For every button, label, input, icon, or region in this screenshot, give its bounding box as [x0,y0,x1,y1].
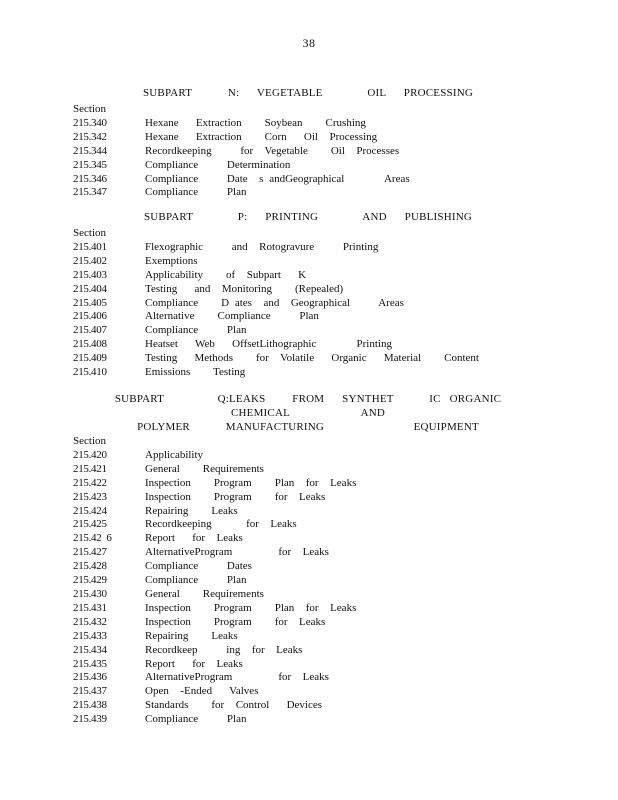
section-number: 215.439 [73,713,107,726]
subpart-heading: SUBPART Q:LEAKS FROM SYNTHET IC ORGANIC CHEMICAL AND [114,393,555,419]
section-number: 215.429 [73,574,107,587]
section-number: 215.407 [73,324,107,337]
section-number: 215.404 [73,282,107,295]
section-title: Applicability of Subpart K [145,268,307,281]
section-number: 215.345 [73,158,107,171]
section-title: Heatset Web OffsetLithographic Printing [145,338,392,351]
section-entry [73,505,543,519]
section-entry [73,283,543,297]
section-number: 215.430 [73,587,107,600]
section-title: Emissions Testing [145,366,246,379]
section-title: Inspection Program for Leaks [145,615,326,628]
section-entry [73,518,543,532]
section-entry [73,269,543,283]
section-number: 215.409 [73,352,107,365]
section-title: AlternativeProgram for Leaks [145,671,329,684]
section-number: 215.435 [73,657,107,670]
section-number: 215.344 [73,144,107,157]
section-number: 215.405 [73,296,107,309]
section-title: Compliance Dates [145,560,252,573]
subpart-heading: SUBPART N: VEGETABLE OIL PROCESSING [142,87,474,99]
section-title: Repairing Leaks [145,504,238,517]
section-entry [73,366,543,380]
section-entry [73,644,543,658]
section-number: 215.401 [73,240,107,253]
section-title: Compliance Date s andGeographical Areas [145,172,410,185]
section-entry [73,491,543,505]
subpart-n-block [73,86,543,200]
section-entry [73,463,543,477]
section-entry [73,255,543,269]
section-title: Open -Ended Valves [145,685,259,698]
section-title: Hexane Extraction Corn Oil Processing [145,130,378,143]
section-number: 215.438 [73,699,107,712]
section-number: 215.406 [73,310,107,323]
section-number: 215.420 [73,448,107,461]
section-number: 215.346 [73,172,107,185]
section-title: Recordkeeping for Vegetable Oil Processes [145,144,400,157]
section-entry [73,173,543,187]
page-number: 38 [302,36,316,50]
section-number: 215.347 [73,186,107,199]
section-entry [73,532,543,546]
section-number: 215.342 [73,130,107,143]
section-column-label: Section [73,227,106,239]
section-title: Standards for Control Devices [145,699,322,712]
section-number: 215.422 [73,476,107,489]
section-title: Compliance Plan [145,574,247,587]
section-number: 215.421 [73,462,107,475]
section-title: Applicability [145,448,204,461]
section-entry [73,310,543,324]
section-title: General Requirements [145,462,264,475]
section-entry [73,588,543,602]
section-entry [73,324,543,338]
section-number: 215.402 [73,254,107,267]
subpart-q-block [73,392,555,727]
section-number: 215.436 [73,671,107,684]
section-number: 215.427 [73,546,107,559]
section-title: Report for Leaks [145,532,243,545]
section-number: 215.403 [73,268,107,281]
section-entry [73,297,543,311]
section-entry [73,449,543,463]
section-title: General Requirements [145,587,264,600]
section-number: 215.408 [73,338,107,351]
section-entry [73,117,543,131]
subpart-heading: SUBPART P: PRINTING AND PUBLISHING [143,211,473,223]
section-title: Recordkeep ing for Leaks [145,643,303,656]
section-entry [73,352,543,366]
section-entry [73,131,543,145]
section-title: Testing Methods for Volatile Organic Material Content [145,352,479,365]
section-entry [73,477,543,491]
section-title: Inspection Program Plan for Leaks [145,601,357,614]
section-number: 215.410 [73,366,107,379]
section-title: Compliance D ates and Geographical Areas [145,296,404,309]
section-title: Hexane Extraction Soybean Crushing [145,116,366,129]
section-title: Alternative Compliance Plan [145,310,319,323]
section-entry [73,685,543,699]
section-entry [73,560,543,574]
section-entry [73,602,543,616]
section-title: Report for Leaks [145,657,243,670]
section-entry [73,159,543,173]
section-number: 215.42 6 [73,532,112,545]
section-number: 215.425 [73,518,107,531]
section-number: 215.437 [73,685,107,698]
subpart-p-block [73,210,543,380]
section-entry [73,574,543,588]
section-number: 215.428 [73,560,107,573]
section-entry [73,671,543,685]
section-title: Testing and Monitoring (Repealed) [145,282,344,295]
section-title: Compliance Plan [145,186,247,199]
section-number: 215.431 [73,601,107,614]
section-title: Flexographic and Rotogravure Printing [145,240,379,253]
section-entry [73,658,543,672]
section-title: Compliance Plan [145,713,247,726]
section-column-label: Section [73,103,106,115]
section-number: 215.423 [73,490,107,503]
section-entry [73,713,543,727]
section-entry [73,616,543,630]
section-title: Inspection Program Plan for Leaks [145,476,357,489]
section-title: Compliance Plan [145,324,247,337]
section-number: 215.434 [73,643,107,656]
section-title: Repairing Leaks [145,629,238,642]
section-number: 215.424 [73,504,107,517]
section-column-label: Section [73,435,106,447]
section-entry [73,145,543,159]
section-title: Compliance Determination [145,158,291,171]
section-entry [73,699,543,713]
section-title: Recordkeeping for Leaks [145,518,297,531]
section-entry [73,630,543,644]
section-entry [73,338,543,352]
section-number: 215.340 [73,116,107,129]
section-number: 215.433 [73,629,107,642]
subpart-heading: POLYMER MANUFACTURING EQUIPMENT [137,421,479,433]
section-entry [73,546,543,560]
section-title: AlternativeProgram for Leaks [145,546,329,559]
section-title: Exemptions [145,254,198,267]
section-title: Inspection Program for Leaks [145,490,326,503]
section-entry [73,186,543,200]
section-number: 215.432 [73,615,107,628]
section-entry [73,241,543,255]
